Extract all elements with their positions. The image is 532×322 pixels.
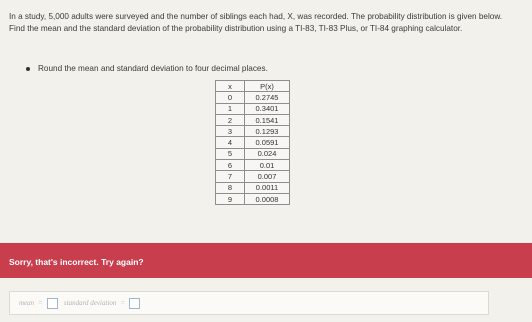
bullet-icon	[26, 67, 30, 71]
table-row	[216, 171, 290, 182]
table-row	[216, 114, 290, 125]
feedback-message: Sorry, that's incorrect. Try again?	[9, 257, 144, 267]
table-row	[216, 148, 290, 159]
x-cell: 8	[216, 182, 245, 193]
x-cell: 5	[216, 148, 245, 159]
answer-row	[9, 291, 489, 315]
table-row	[216, 182, 290, 193]
x-cell: 7	[216, 171, 245, 182]
px-cell: 0.2745	[245, 92, 290, 103]
x-cell: 9	[216, 193, 245, 204]
table-row	[216, 126, 290, 137]
sd-input[interactable]	[129, 298, 140, 309]
px-cell: 0.3401	[245, 103, 290, 114]
x-cell: 3	[216, 126, 245, 137]
x-cell: 1	[216, 103, 245, 114]
table-row	[216, 160, 290, 171]
px-cell: 0.0011	[245, 182, 290, 193]
px-cell: 0.1293	[245, 126, 290, 137]
column-header-x: x	[216, 81, 245, 92]
x-cell: 2	[216, 114, 245, 125]
mean-equals: =	[38, 299, 43, 307]
sd-label: standard deviation	[63, 299, 117, 307]
sd-equals: =	[120, 299, 126, 307]
table-row	[216, 92, 290, 103]
probability-table	[215, 80, 290, 205]
table-header-row	[216, 81, 290, 92]
mean-input[interactable]	[47, 298, 58, 309]
px-cell: 0.01	[245, 160, 290, 171]
problem-text: In a study, 5,000 adults were surveyed and the number of siblings each had, X, was recorded. The probability distribution is given below. Find the mean and the standard deviation of the probability distribution using a TI-83, TI-83 Plus, or TI-84 graphing calculator.	[9, 12, 503, 33]
instruction-item	[26, 64, 268, 73]
table-row	[216, 137, 290, 148]
px-cell: 0.024	[245, 148, 290, 159]
table-row	[216, 193, 290, 204]
column-header-px: P(x)	[245, 81, 290, 92]
px-cell: 0.007	[245, 171, 290, 182]
instruction-text: Round the mean and standard deviation to four decimal places.	[38, 64, 268, 73]
px-cell: 0.0008	[245, 193, 290, 204]
feedback-banner	[0, 243, 532, 278]
mean-label: mean	[19, 299, 35, 307]
px-cell: 0.0591	[245, 137, 290, 148]
px-cell: 0.1541	[245, 114, 290, 125]
x-cell: 4	[216, 137, 245, 148]
table-row	[216, 103, 290, 114]
x-cell: 0	[216, 92, 245, 103]
x-cell: 6	[216, 160, 245, 171]
